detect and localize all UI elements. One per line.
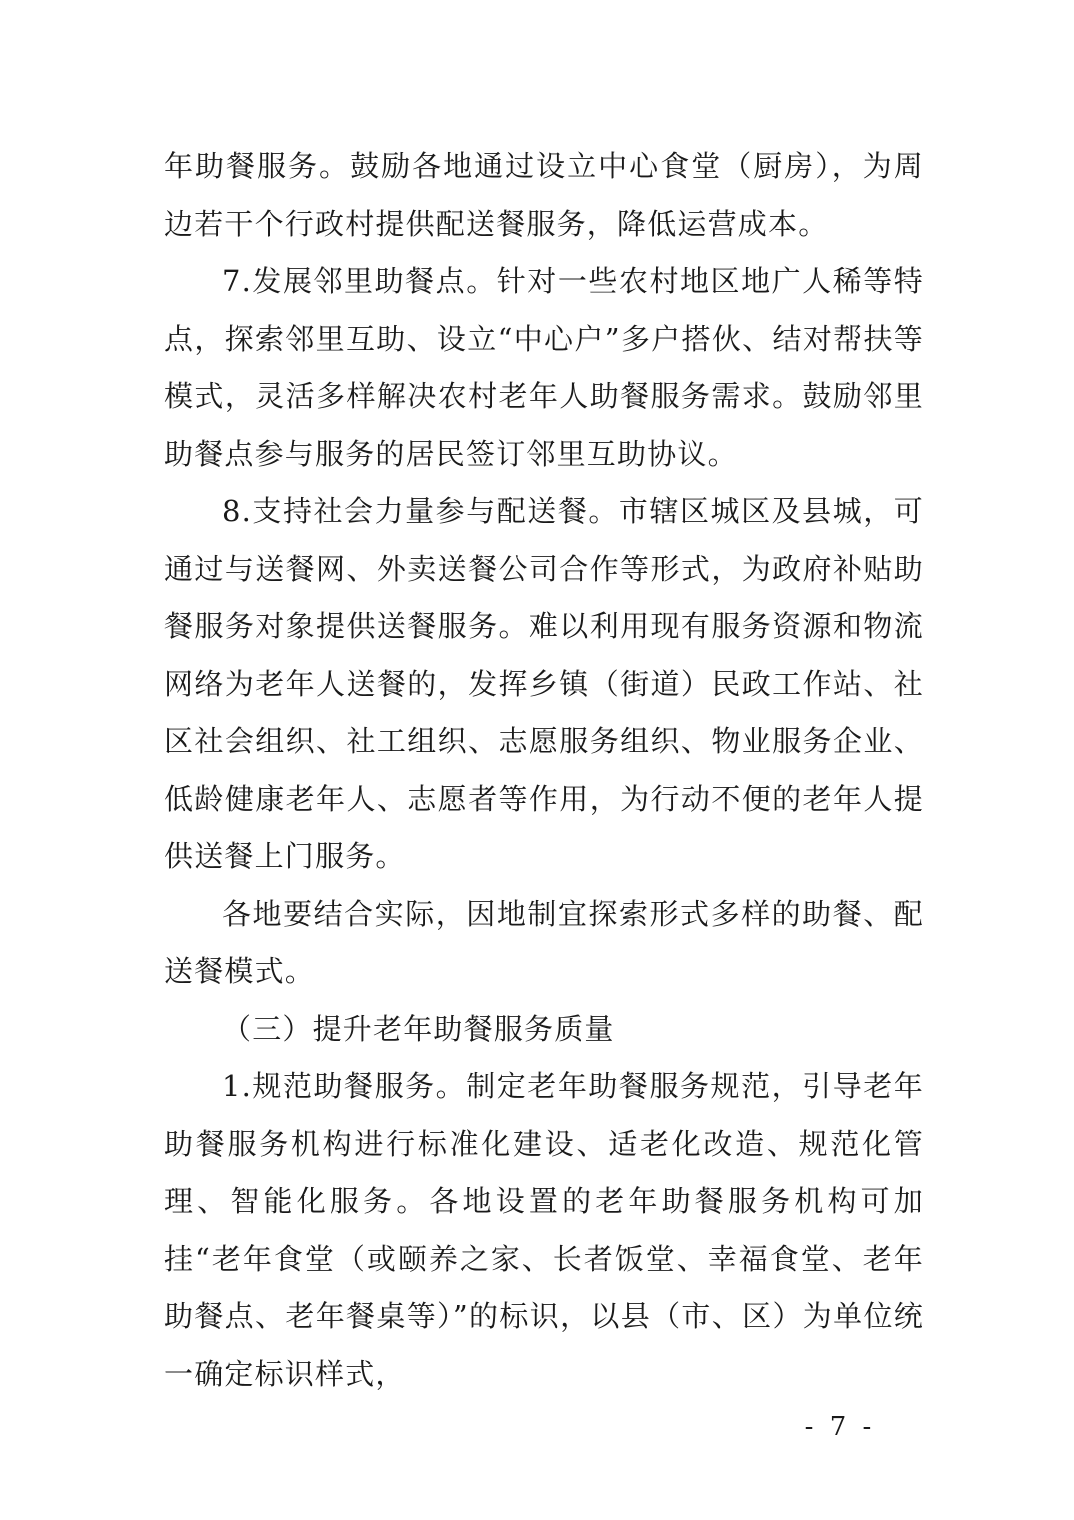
paragraph-continuation: 年助餐服务。鼓励各地通过设立中心食堂（厨房），为周边若干个行政村提供配送餐服务，降低运营成本。 [164,149,924,241]
section-heading-3: （三）提升老年助餐服务质量 [222,1011,615,1046]
page-number: - 7 - [804,1412,876,1442]
paragraph-item-7: 7.发展邻里助餐点。针对一些农村地区地广人稀等特点，探索邻里互助、设立“中心户”多户搭伙、结对帮扶等模式，灵活多样解决农村老年人助餐服务需求。鼓励邻里助餐点参与服务的居民签订邻里互助协议。 [164,264,924,471]
paragraph-item-8: 8.支持社会力量参与配送餐。市辖区城区及县城，可通过与送餐网、外卖送餐公司合作等形式，为政府补贴助餐服务对象提供送餐服务。难以利用现有服务资源和物流网络为老年人送餐的，发挥乡镇（街道）民政工作站、社区社会组织、社工组织、志愿服务组织、物业服务企业、低龄健康老年人、志愿者等作用，为行动不便的老年人提供送餐上门服务。 [164,494,924,873]
document-body [164,138,924,1403]
paragraph-item-1: 1.规范助餐服务。制定老年助餐服务规范，引导老年助餐服务机构进行标准化建设、适老化改造、规范化管理、智能化服务。各地设置的老年助餐服务机构可加挂“老年食堂（或颐养之家、长者饭堂、幸福食堂、老年助餐点、老年餐桌等）”的标识，以县（市、区）为单位统一确定标识样式， [164,1069,924,1391]
paragraph-summary: 各地要结合实际，因地制宜探索形式多样的助餐、配送餐模式。 [164,896,924,988]
